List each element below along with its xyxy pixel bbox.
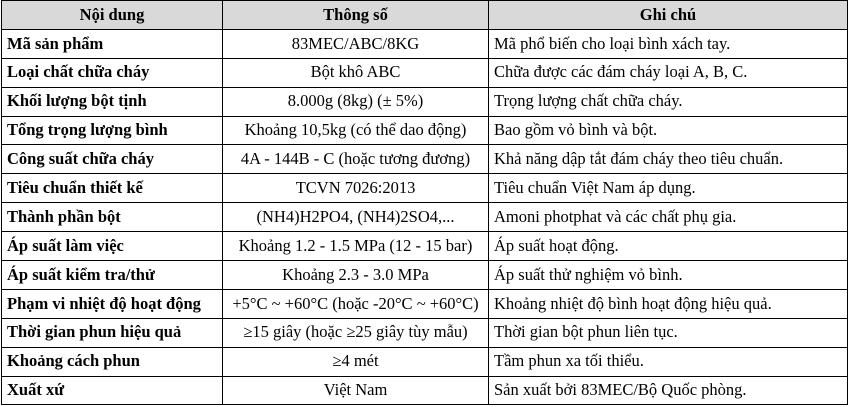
row-value: 4A - 144B - C (hoặc tương đương) xyxy=(223,145,489,174)
table-row xyxy=(2,261,848,290)
row-note: Bao gồm vỏ bình và bột. xyxy=(489,116,848,145)
row-label: Thành phần bột xyxy=(2,203,223,232)
row-note: Tầm phun xa tối thiểu. xyxy=(489,347,848,376)
row-label: Xuất xứ xyxy=(2,376,223,405)
row-note: Khoảng nhiệt độ bình hoạt động hiệu quả. xyxy=(489,289,848,318)
row-value: Khoảng 2.3 - 3.0 MPa xyxy=(223,261,489,290)
row-label: Mã sản phẩm xyxy=(2,29,223,58)
row-value: 83MEC/ABC/8KG xyxy=(223,29,489,58)
table-row xyxy=(2,29,848,58)
row-note: Chữa được các đám cháy loại A, B, C. xyxy=(489,58,848,87)
row-note: Amoni photphat và các chất phụ gia. xyxy=(489,203,848,232)
row-note: Áp suất thử nghiệm vỏ bình. xyxy=(489,261,848,290)
table-row xyxy=(2,174,848,203)
row-note: Áp suất hoạt động. xyxy=(489,232,848,261)
header-note: Ghi chú xyxy=(489,1,848,30)
row-label: Khối lượng bột tịnh xyxy=(2,87,223,116)
row-note: Thời gian bột phun liên tục. xyxy=(489,318,848,347)
table-row xyxy=(2,145,848,174)
spec-table xyxy=(1,0,848,405)
row-label: Khoảng cách phun xyxy=(2,347,223,376)
table-row xyxy=(2,116,848,145)
table-row xyxy=(2,232,848,261)
row-value: Việt Nam xyxy=(223,376,489,405)
row-note: Trọng lượng chất chữa cháy. xyxy=(489,87,848,116)
row-note: Khả năng dập tắt đám cháy theo tiêu chuẩn. xyxy=(489,145,848,174)
row-value: ≥15 giây (hoặc ≥25 giây tùy mẫu) xyxy=(223,318,489,347)
row-label: Tổng trọng lượng bình xyxy=(2,116,223,145)
row-value: ≥4 mét xyxy=(223,347,489,376)
row-value: Khoảng 1.2 - 1.5 MPa (12 - 15 bar) xyxy=(223,232,489,261)
row-value: Khoảng 10,5kg (có thể dao động) xyxy=(223,116,489,145)
header-spec: Thông số xyxy=(223,1,489,30)
row-label: Công suất chữa cháy xyxy=(2,145,223,174)
row-note: Mã phổ biến cho loại bình xách tay. xyxy=(489,29,848,58)
table-row xyxy=(2,203,848,232)
row-label: Phạm vi nhiệt độ hoạt động xyxy=(2,289,223,318)
row-value: Bột khô ABC xyxy=(223,58,489,87)
table-row xyxy=(2,347,848,376)
header-row xyxy=(2,1,848,30)
header-content: Nội dung xyxy=(2,1,223,30)
row-value: +5°C ~ +60°C (hoặc -20°C ~ +60°C) xyxy=(223,289,489,318)
row-label: Tiêu chuẩn thiết kế xyxy=(2,174,223,203)
row-label: Thời gian phun hiệu quả xyxy=(2,318,223,347)
row-value: TCVN 7026:2013 xyxy=(223,174,489,203)
table-row xyxy=(2,58,848,87)
table-row xyxy=(2,87,848,116)
row-value: 8.000g (8kg) (± 5%) xyxy=(223,87,489,116)
row-label: Áp suất làm việc xyxy=(2,232,223,261)
row-label: Loại chất chữa cháy xyxy=(2,58,223,87)
row-note: Sản xuất bởi 83MEC/Bộ Quốc phòng. xyxy=(489,376,848,405)
table-row xyxy=(2,318,848,347)
row-label: Áp suất kiểm tra/thử xyxy=(2,261,223,290)
row-note: Tiêu chuẩn Việt Nam áp dụng. xyxy=(489,174,848,203)
table-row xyxy=(2,289,848,318)
row-value: (NH4)H2PO4, (NH4)2SO4,... xyxy=(223,203,489,232)
table-row xyxy=(2,376,848,405)
